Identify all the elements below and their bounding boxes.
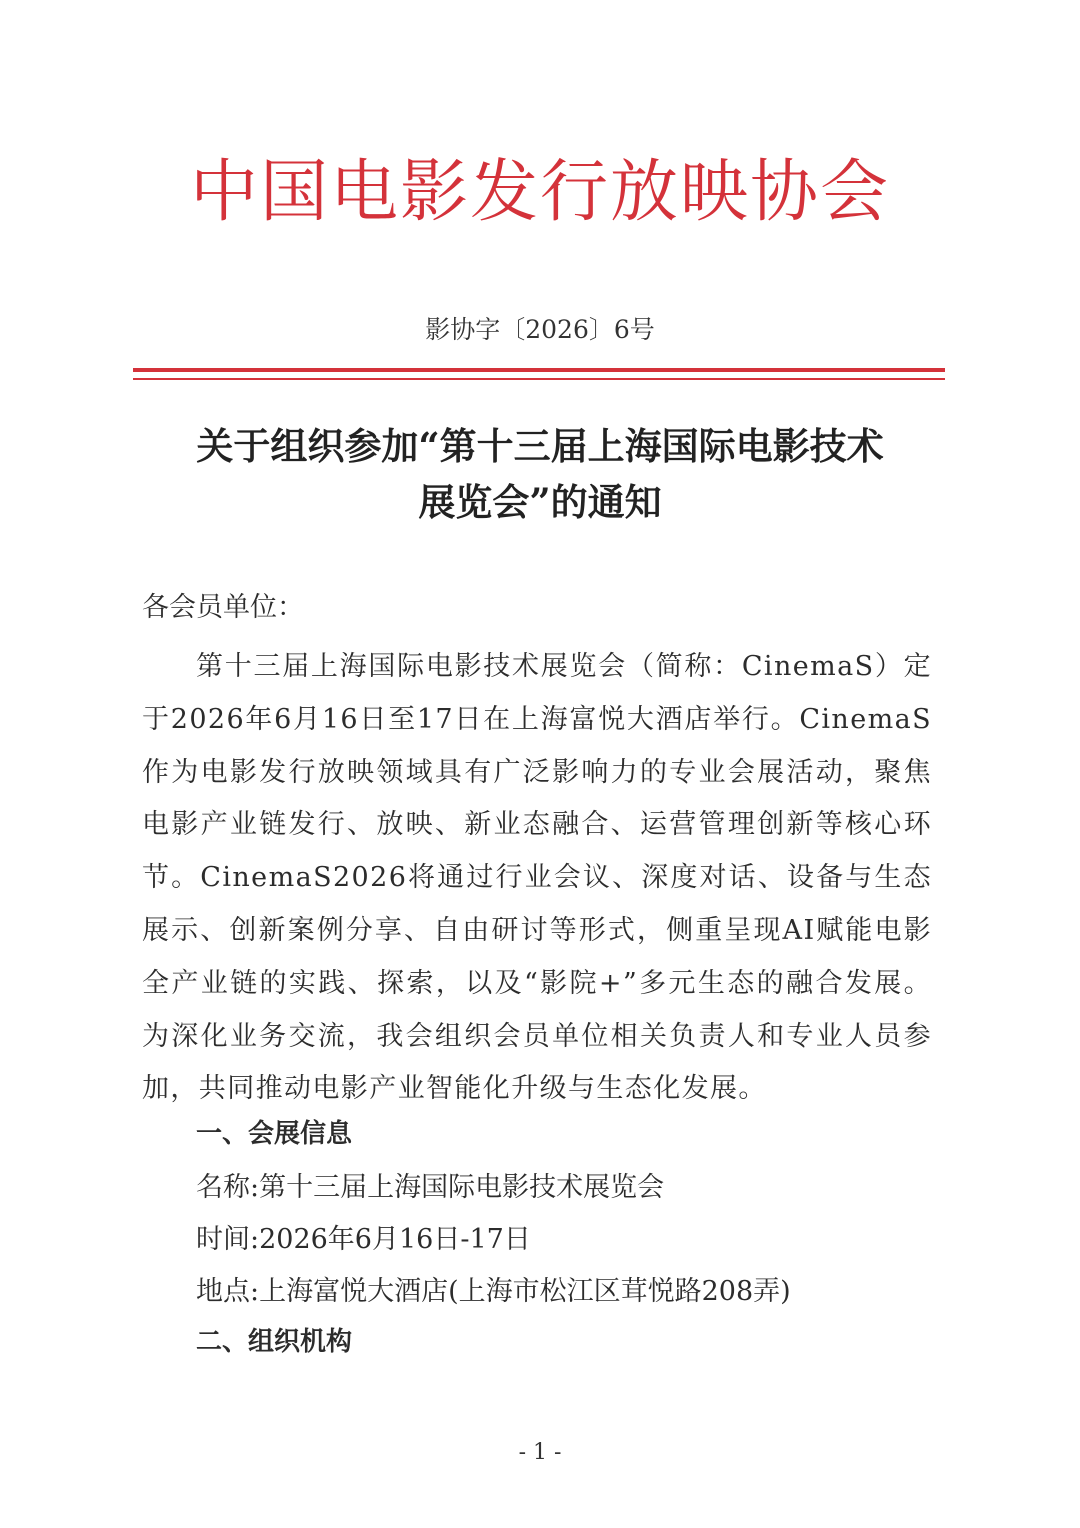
- page-number: - 1 -: [518, 1440, 562, 1465]
- exhibition-location: 地点:上海富悦大酒店(上海市松江区茸悦路208弄): [196, 1276, 791, 1307]
- section-heading-organization: 二、组织机构: [196, 1327, 353, 1357]
- title-line-1: 关于组织参加“第十三届上海国际电影技术: [196, 424, 884, 468]
- body-paragraph: 第十三届上海国际电影技术展览会（简称：CinemaS）定于2026年6月16日至17日在上海富悦大酒店举行。CinemaS作为电影发行放映领域具有广泛影响力的专业会展活动，聚焦电影产业链发行、放映、新业态融合、运营管理创新等核心环节。CinemaS2026将通过行业会议、深度对话、设备与生态展示、创新案例分享、自由研讨等形式，侧重呈现AI赋能电影全产业链的实践、探索，以及“影院+”多元生态的融合发展。为深化业务交流，我会组织会员单位相关负责人和专业人员参加，共同推动电影产业智能化升级与生态化发展。: [142, 651, 932, 1105]
- salutation: 各会员单位：: [142, 592, 304, 623]
- header-divider-thick: [133, 368, 945, 372]
- document-number: 影协字〔2026〕6号: [425, 315, 655, 344]
- title-line-2: 展览会”的通知: [418, 480, 662, 524]
- exhibition-name: 名称:第十三届上海国际电影技术展览会: [196, 1172, 665, 1203]
- organization-header: 中国电影发行放映协会: [189, 153, 890, 232]
- header-divider-thin: [133, 378, 945, 380]
- section-heading-exhibition-info: 一、会展信息: [196, 1119, 353, 1149]
- exhibition-time: 时间:2026年6月16日-17日: [196, 1224, 531, 1255]
- document-title: [140, 418, 940, 530]
